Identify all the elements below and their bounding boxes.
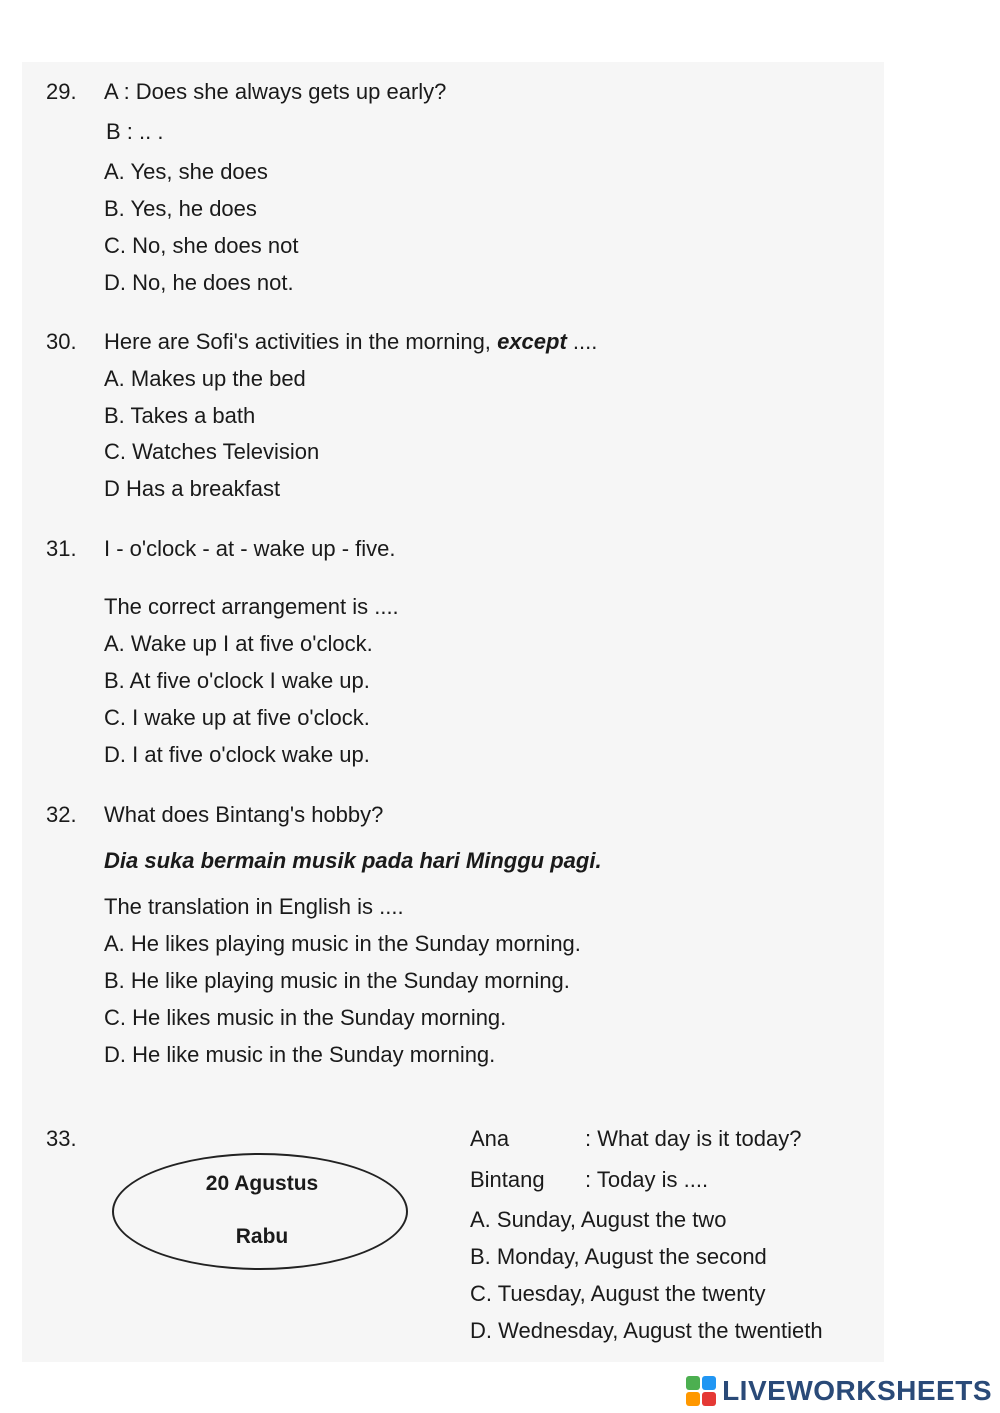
liveworksheets-logo (686, 1375, 992, 1407)
option-c[interactable]: C. Watches Television (104, 439, 320, 464)
option-c[interactable]: C. He likes music in the Sunday morning. (104, 1005, 507, 1030)
speaker-ana: Ana (470, 1126, 510, 1151)
dialogue-line-1: : What day is it today? (585, 1126, 802, 1151)
dialogue-line-b: B : .. . (106, 119, 164, 144)
option-d[interactable]: D Has a breakfast (104, 476, 281, 501)
logo-square-icon (686, 1376, 700, 1390)
option-c[interactable]: C. Tuesday, August the twenty (470, 1281, 766, 1306)
option-a[interactable]: A. He likes playing music in the Sunday morning. (104, 931, 581, 956)
stem-tail: .... (566, 329, 598, 354)
option-a[interactable]: A. Wake up I at five o'clock. (104, 631, 373, 656)
option-a[interactable]: A. Sunday, August the two (470, 1207, 727, 1232)
logo-square-icon (702, 1392, 716, 1406)
stem-emphasis: except (497, 329, 567, 354)
option-c[interactable]: C. I wake up at five o'clock. (104, 705, 370, 730)
dialogue-line-a: A : Does she always gets up early? (104, 79, 447, 104)
question-number: 31. (46, 536, 77, 561)
oval-date: 20 Agustus (205, 1172, 319, 1195)
dialogue-line-2: : Today is .... (585, 1167, 709, 1192)
liveworksheets-icon (686, 1376, 716, 1406)
brand-name: LIVEWORKSHEETS (722, 1375, 992, 1406)
option-d[interactable]: D. He like music in the Sunday morning. (104, 1042, 496, 1067)
question-number: 30. (46, 329, 77, 354)
option-b[interactable]: B. Yes, he does (104, 196, 257, 221)
question-number: 29. (46, 79, 77, 104)
option-a[interactable]: A. Makes up the bed (104, 366, 306, 391)
speaker-bintang: Bintang (470, 1167, 545, 1192)
logo-square-icon (686, 1392, 700, 1406)
option-b[interactable]: B. He like playing music in the Sunday morning. (104, 968, 570, 993)
option-b[interactable]: B. Takes a bath (104, 403, 256, 428)
option-d[interactable]: D. No, he does not. (104, 270, 294, 295)
option-d[interactable]: D. Wednesday, August the twentieth (470, 1318, 823, 1343)
option-b[interactable]: B. At five o'clock I wake up. (104, 668, 370, 693)
question-prompt: The translation in English is .... (104, 894, 404, 919)
question-number: 33. (46, 1126, 77, 1151)
question-prompt: The correct arrangement is .... (104, 594, 399, 619)
question-stem: What does Bintang's hobby? (104, 802, 384, 827)
oval-day: Rabu (235, 1225, 289, 1248)
logo-square-icon (702, 1376, 716, 1390)
question-number: 32. (46, 802, 77, 827)
option-b[interactable]: B. Monday, August the second (470, 1244, 767, 1269)
option-d[interactable]: D. I at five o'clock wake up. (104, 742, 370, 767)
calendar-oval (112, 1153, 408, 1270)
indonesian-sentence: Dia suka bermain musik pada hari Minggu pagi. (104, 848, 602, 873)
question-stem (104, 329, 597, 355)
option-a[interactable]: A. Yes, she does (104, 159, 268, 184)
stem-text: Here are Sofi's activities in the morning, (104, 329, 491, 354)
question-stem: I - o'clock - at - wake up - five. (104, 536, 396, 561)
option-c[interactable]: C. No, she does not (104, 233, 299, 258)
